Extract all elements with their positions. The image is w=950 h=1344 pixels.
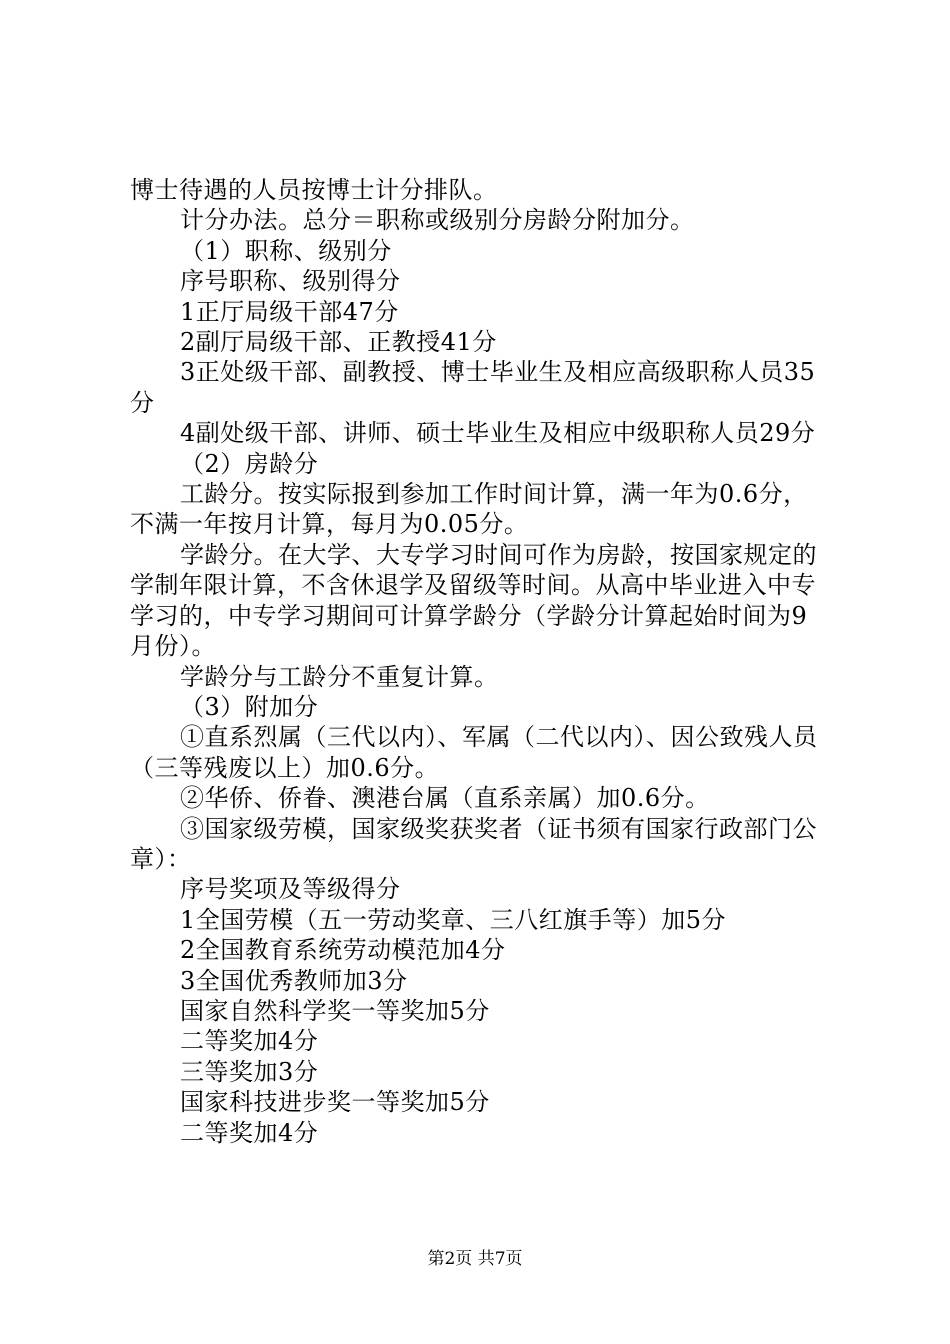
paragraph: 序号职称、级别得分 — [180, 267, 401, 296]
paragraph: 1全国劳模（五一劳动奖章、三八红旗手等）加5分 — [180, 905, 727, 934]
paragraph: 2全国教育系统劳动模范加4分 — [180, 936, 506, 965]
paragraph: 3正处级干部、副教授、博士毕业生及相应高级职称人员35分 — [130, 358, 816, 417]
paragraph: 4副处级干部、讲师、硕士毕业生及相应中级职称人员29分 — [180, 419, 816, 448]
paragraph: 学龄分与工龄分不重复计算。 — [180, 662, 499, 691]
paragraph: 博士待遇的人员按博士计分排队。 — [130, 176, 498, 204]
paragraph: （2）房龄分 — [180, 449, 319, 478]
paragraph: 二等奖加4分 — [180, 1027, 319, 1056]
paragraph: （3）附加分 — [180, 692, 319, 721]
paragraph: 1正厅局级干部47分 — [180, 297, 399, 326]
paragraph: 工龄分。按实际报到参加工作时间计算，满一年为0.6分，不满一年按月计算，每月为0.05分。 — [130, 480, 808, 539]
paragraph: 国家科技进步奖一等奖加5分 — [180, 1088, 490, 1117]
paragraph: 计分办法。总分＝职称或级别分房龄分附加分。 — [180, 206, 695, 235]
paragraph: ③国家级劳模，国家级奖获奖者（证书须有国家行政部门公章）： — [130, 814, 817, 873]
paragraph: 二等奖加4分 — [180, 1118, 319, 1147]
paragraph: ①直系烈属（三代以内）、军属（二代以内）、因公致残人员（三等残废以上）加0.6分。 — [130, 723, 818, 782]
paragraph: 国家自然科学奖一等奖加5分 — [180, 996, 490, 1025]
paragraph: 2副厅局级干部、正教授41分 — [180, 328, 497, 357]
paragraph: 三等奖加3分 — [180, 1057, 319, 1086]
document-body — [130, 175, 830, 1148]
paragraph: 3全国优秀教师加3分 — [180, 966, 408, 995]
paragraph: ②华侨、侨眷、澳港台属（直系亲属）加0.6分。 — [180, 784, 710, 813]
paragraph: 学龄分。在大学、大专学习时间可作为房龄，按国家规定的学制年限计算，不含休退学及留级等时间。从高中毕业进入中专学习的，中专学习期间可计算学龄分（学龄分计算起始时间为9月份）。 — [130, 540, 817, 661]
page-footer: 第2页 共7页 — [427, 1249, 523, 1269]
paragraph: （1）职称、级别分 — [180, 236, 392, 265]
paragraph: 序号奖项及等级得分 — [180, 875, 401, 904]
